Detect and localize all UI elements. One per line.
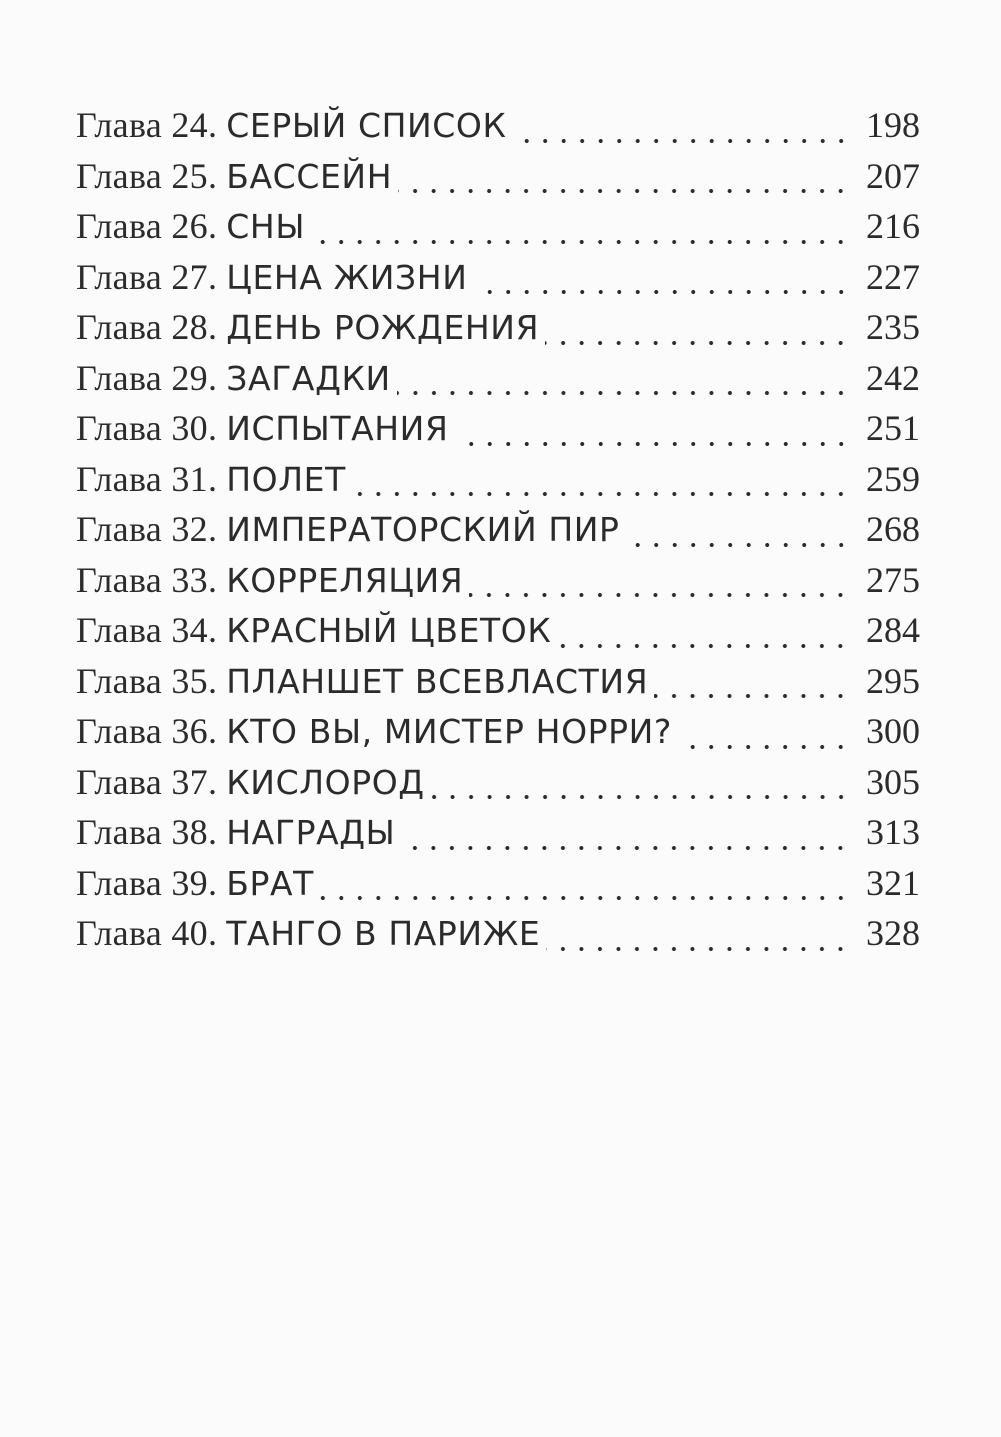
table-of-contents: [76, 104, 920, 963]
chapter-title: ЦЕНА ЖИЗНИ: [226, 257, 468, 297]
page-number: 235: [866, 307, 920, 347]
chapter-title: ЗАГАДКИ: [226, 358, 391, 398]
chapter-title: СНЫ: [226, 207, 306, 246]
chapter-title: КРАСНЫЙ ЦВЕТОК: [226, 611, 552, 650]
page-number: 216: [866, 206, 920, 246]
chapter-label: Глава 38.: [76, 812, 218, 852]
dot-leader: [545, 341, 850, 345]
dot-leader: [654, 694, 850, 698]
dot-leader: [455, 442, 851, 446]
chapter-title: КОРРЕЛЯЦИЯ: [226, 560, 464, 600]
chapter-title: ПОЛЕТ: [226, 459, 346, 499]
chapter-label: Глава 28.: [76, 307, 218, 347]
dot-leader: [513, 139, 850, 143]
toc-entry: [76, 559, 920, 610]
chapter-label: Глава 35.: [76, 660, 218, 701]
dot-leader: [398, 189, 850, 193]
chapter-title: НАГРАДЫ: [226, 813, 396, 852]
chapter-label: Глава 37.: [76, 761, 218, 802]
chapter-label: Глава 34.: [76, 610, 218, 650]
page-number: 300: [866, 711, 920, 751]
dot-leader: [557, 644, 850, 648]
page-number: 305: [866, 761, 920, 802]
dot-leader: [397, 391, 850, 395]
dot-leader: [311, 240, 850, 244]
dot-leader: [546, 947, 850, 951]
chapter-title: КТО ВЫ, МИСТЕР НОРРИ?: [226, 712, 673, 751]
chapter-title: ТАНГО В ПАРИЖЕ: [226, 914, 541, 953]
chapter-title: КИСЛОРОД: [226, 762, 425, 802]
dot-leader: [431, 795, 850, 799]
chapter-title: ИСПЫТАНИЯ: [226, 409, 449, 448]
page-number: 328: [866, 913, 920, 953]
page-number: 259: [866, 458, 920, 499]
toc-entry: [76, 508, 920, 559]
chapter-label: Глава 30.: [76, 408, 218, 448]
dot-leader: [474, 290, 850, 294]
chapter-title: ПЛАНШЕТ ВСЕВЛАСТИЯ: [226, 661, 649, 701]
page-number: 295: [866, 660, 920, 701]
chapter-label: Глава 27.: [76, 256, 218, 297]
chapter-label: Глава 36.: [76, 711, 218, 751]
chapter-title: БРАТ: [226, 863, 314, 903]
chapter-label: Глава 29.: [76, 357, 218, 398]
dot-leader: [469, 593, 850, 597]
page-number: 251: [866, 408, 920, 448]
chapter-label: Глава 31.: [76, 458, 218, 499]
toc-entry: [76, 256, 920, 307]
chapter-title: СЕРЫЙ СПИСОК: [226, 106, 507, 145]
dot-leader: [320, 896, 850, 900]
chapter-label: Глава 40.: [76, 913, 218, 953]
page-number: 242: [866, 357, 920, 398]
dot-leader: [678, 745, 850, 749]
toc-entry: [76, 407, 920, 458]
chapter-label: Глава 25.: [76, 155, 218, 196]
chapter-label: Глава 39.: [76, 862, 218, 903]
toc-entry: [76, 205, 920, 256]
chapter-label: Глава 33.: [76, 559, 218, 600]
toc-entry: [76, 458, 920, 509]
chapter-title: ИМПЕРАТОРСКИЙ ПИР: [226, 510, 620, 549]
toc-entry: [76, 155, 920, 206]
toc-entry: [76, 761, 920, 812]
chapter-label: Глава 26.: [76, 206, 218, 246]
page-number: 198: [866, 105, 920, 145]
toc-entry: [76, 862, 920, 913]
toc-entry: [76, 660, 920, 711]
chapter-label: Глава 32.: [76, 509, 218, 549]
page-number: 268: [866, 509, 920, 549]
toc-entry: [76, 357, 920, 408]
page-number: 227: [866, 256, 920, 297]
chapter-label: Глава 24.: [76, 105, 218, 145]
dot-leader: [626, 543, 850, 547]
dot-leader: [352, 492, 850, 496]
page-number: 313: [866, 812, 920, 852]
page-number: 284: [866, 610, 920, 650]
toc-entry: [76, 710, 920, 761]
page-number: 207: [866, 155, 920, 196]
toc-entry: [76, 811, 920, 862]
toc-entry: [76, 912, 920, 963]
dot-leader: [401, 846, 850, 850]
toc-entry: [76, 104, 920, 155]
toc-entry: [76, 306, 920, 357]
page-number: 321: [866, 862, 920, 903]
chapter-title: ДЕНЬ РОЖДЕНИЯ: [226, 308, 540, 347]
toc-entry: [76, 609, 920, 660]
chapter-title: БАССЕЙН: [226, 156, 393, 196]
page-number: 275: [866, 559, 920, 600]
